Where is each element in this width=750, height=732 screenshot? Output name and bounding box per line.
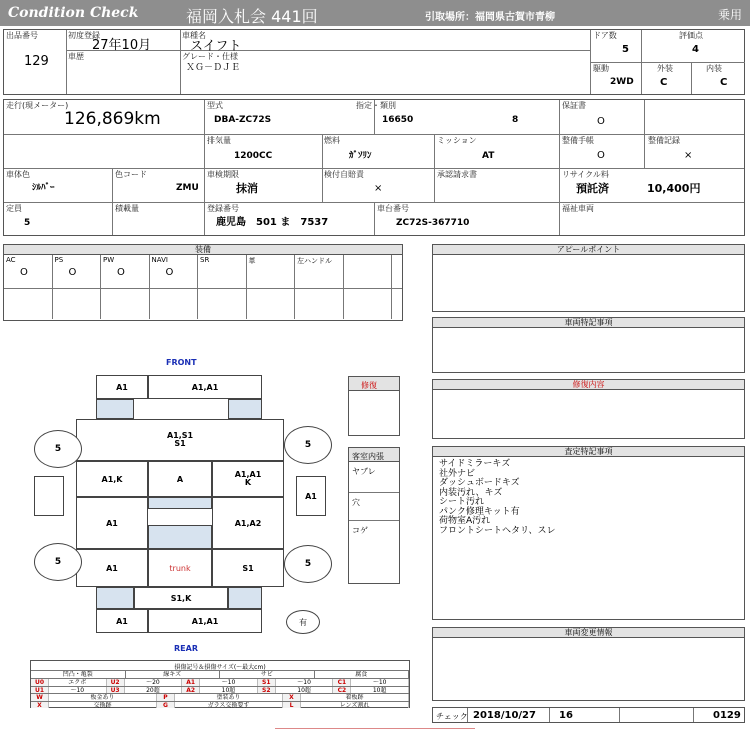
change-panel	[432, 627, 745, 701]
equipment-cell	[247, 255, 296, 319]
fender-rl	[96, 587, 134, 609]
tire-front-right: 5	[284, 426, 332, 464]
legend-cell: ～10	[351, 679, 409, 686]
cell-right-front-door	[212, 461, 284, 497]
type-label: 型式	[207, 101, 223, 110]
legend-cell: ガラス交換要す	[175, 702, 283, 709]
legend-cell: U0	[31, 679, 49, 686]
legend-head: 凹凸・亀裂	[31, 671, 126, 678]
rear-window	[148, 525, 212, 549]
maint-rec-value: ×	[684, 150, 693, 161]
pickup-location: 引取場所：福岡県古賀市青柳	[425, 12, 555, 23]
cell-roof	[76, 419, 284, 461]
appeal-panel	[432, 244, 745, 312]
check-code: 0129	[713, 710, 741, 721]
disp-value: 1200CC	[234, 151, 273, 161]
legend-cell: A2	[182, 687, 200, 694]
mileage-label: 走行(現メーター)	[6, 101, 69, 110]
recycle-fee: 10,400円	[647, 182, 701, 195]
check-date: 2018/10/27	[473, 710, 536, 721]
score-value: 4	[692, 44, 699, 55]
legend-cell: ～10	[276, 679, 334, 686]
equipment-cell	[53, 255, 102, 319]
inspect-label: 車検期限	[207, 170, 239, 179]
equipment-value: O	[165, 267, 174, 278]
cell-left-quarter: A1	[76, 549, 148, 587]
spec-no-label: 指定・類別	[356, 101, 396, 110]
equipment-cell	[198, 255, 247, 319]
windshield	[148, 497, 212, 509]
legend-cell: S1	[258, 679, 276, 686]
drive-value: 2WD	[610, 77, 634, 87]
equipment-cell	[4, 255, 53, 319]
type-value: DBA-ZC72S	[214, 115, 272, 125]
repair-title: 修復	[361, 381, 377, 390]
spec-no-value: 16650	[382, 115, 414, 125]
legend-cell: C1	[333, 679, 351, 686]
assess-panel	[432, 446, 745, 620]
plate-value: 鹿児島 501 ま 7537	[216, 217, 329, 228]
auction-title: 福岡入札会 441回	[186, 7, 318, 26]
assess-line: 荷物室A汚れ	[439, 516, 491, 526]
roof-1: A1,S1	[166, 431, 194, 440]
int-label: 内装	[706, 64, 722, 73]
cell-rear-center: S1,K	[134, 587, 228, 609]
lot-label: 出品番号	[6, 31, 38, 40]
tire-rear-left: 5	[34, 543, 82, 581]
ext-label: 外装	[657, 64, 673, 73]
equipment-panel	[3, 244, 403, 321]
damage-legend	[30, 660, 410, 708]
cell-left-side	[34, 476, 64, 516]
color-code-value: ZMU	[176, 183, 199, 193]
inspect-value: 抹消	[236, 182, 258, 195]
plate-label: 登録番号	[207, 204, 239, 213]
basic-info	[3, 29, 745, 95]
legend-cell: A1	[182, 679, 200, 686]
assess-line: シート汚れ	[439, 497, 485, 507]
legend-head: 腐食	[315, 671, 410, 678]
color-value: ｼﾙﾊﾞｰ	[32, 183, 55, 193]
equipment-name: AC	[6, 256, 16, 264]
legend-cell: P	[157, 694, 175, 701]
equipment-name: 左ハンドル	[297, 257, 332, 265]
equipment-cell	[295, 255, 344, 319]
assess-line: 社外ナビ	[439, 468, 476, 479]
cell-left-front-door: A1,K	[76, 461, 148, 497]
first-reg-label: 初度登録	[68, 31, 100, 40]
welfare-label: 福祉車両	[562, 204, 594, 213]
equipment-title: 装備	[4, 245, 402, 255]
model-label: 車種名	[182, 31, 206, 40]
interior-item-1: ヤブレ	[352, 467, 376, 476]
equipment-name: SR	[200, 256, 210, 264]
color-code-label: 色コード	[115, 170, 147, 179]
legend-head: 線キズ	[126, 671, 221, 678]
check-num: 16	[559, 710, 573, 721]
spec-info	[3, 99, 745, 236]
fender-fl	[96, 399, 134, 419]
rfd-1: A1,A1	[234, 470, 262, 479]
color-label: 車体色	[6, 170, 30, 179]
interior-item-2: 穴	[352, 498, 360, 507]
equipment-name: 革	[248, 257, 256, 265]
ext-value: C	[660, 77, 668, 88]
legend-cell: 10超	[351, 687, 409, 694]
disp-label: 排気量	[207, 136, 231, 145]
repair-content-panel	[432, 379, 745, 439]
legend-title: 損傷記号＆損傷サイズ(～最大cm)	[174, 664, 266, 671]
assess-title: 査定特記事項	[433, 447, 744, 457]
legend-cell: 交換跡	[49, 702, 157, 709]
capacity-value: 5	[24, 218, 31, 228]
equipment-name: PS	[54, 256, 64, 264]
cell-right-quarter: S1	[212, 549, 284, 587]
appeal-title: アピールポイント	[433, 245, 744, 255]
cell-top-left: A1	[96, 375, 148, 399]
maint-book-value: O	[597, 150, 605, 161]
interior-item-3: コゲ	[352, 526, 368, 535]
liability-label: 検付自賠責	[324, 170, 364, 179]
tire-rear-right: 5	[284, 545, 332, 583]
claim-label: 承認請求書	[437, 170, 477, 179]
legend-cell: ～20	[125, 679, 183, 686]
legend-cell: 板金あり	[49, 694, 157, 701]
assess-line: 内装汚れ、キズ	[439, 487, 503, 498]
mission-label: ミッション	[437, 136, 477, 145]
legend-cell: エクボ	[49, 679, 107, 686]
grade-value: ＸＧ－ＤＪＥ	[186, 63, 241, 73]
legend-cell: 10超	[276, 687, 334, 694]
change-title: 車両変更情報	[433, 628, 744, 638]
legend-cell: G	[157, 702, 175, 709]
cell-right-side: A1	[296, 476, 326, 516]
lot-number: 129	[24, 54, 49, 69]
footer-check	[432, 707, 745, 723]
legend-cell: X	[31, 702, 49, 709]
int-value: C	[720, 77, 728, 88]
legend-cell: 20超	[125, 687, 183, 694]
warranty-label: 保証書	[562, 101, 586, 110]
fuel-value: ｶﾞｿﾘﾝ	[349, 151, 372, 161]
legend-cell: X	[283, 694, 301, 701]
legend-cell: 着板跡	[301, 694, 409, 701]
rfd-2: K	[244, 478, 252, 487]
special-title: 車両特記事項	[433, 318, 744, 328]
first-reg-value: 27年10月	[92, 38, 152, 53]
special-panel	[432, 317, 745, 373]
score-label: 評価点	[679, 31, 703, 40]
door-mark-text: 有	[299, 617, 307, 627]
assess-line: サイドミラーキズ	[439, 459, 511, 469]
cell-bottom-left: A1	[96, 609, 148, 633]
doors-value: 5	[622, 44, 629, 55]
cell-top-right: A1,A1	[148, 375, 262, 399]
equipment-cell	[150, 255, 199, 319]
recycle-label: リサイクル料	[562, 170, 609, 179]
legend-cell: U1	[31, 687, 49, 694]
door-mark	[286, 610, 320, 634]
cell-hood: A	[148, 461, 212, 497]
grade-label: グレード・仕様	[182, 52, 238, 61]
warranty-value: O	[597, 116, 605, 127]
repair-box	[348, 376, 400, 436]
equipment-value: O	[20, 267, 28, 278]
legend-cell: レンズ割れ	[301, 702, 409, 709]
liability-value: ×	[374, 183, 383, 194]
load-label: 積載量	[115, 204, 139, 213]
legend-cell: U2	[107, 679, 125, 686]
check-label: チェック	[436, 712, 468, 721]
chassis-label: 車台番号	[377, 204, 409, 213]
rear-label: REAR	[174, 644, 198, 653]
legend-cell: 塗装あり	[175, 694, 283, 701]
fender-rr	[228, 587, 262, 609]
fender-fr	[228, 399, 262, 419]
equipment-value: O	[117, 267, 125, 278]
fuel-label: 燃料	[324, 136, 340, 145]
cell-bottom-right: A1,A1	[148, 609, 262, 633]
damage-diagram	[0, 350, 410, 653]
legend-cell: W	[31, 694, 49, 701]
maint-book-label: 整備手帳	[562, 136, 594, 145]
drive-label: 駆動	[593, 64, 609, 73]
bottom-line	[275, 728, 475, 729]
legend-cell: L	[283, 702, 301, 709]
capacity-label: 定員	[6, 204, 22, 213]
legend-cell: ～10	[49, 687, 107, 694]
interior-box	[348, 447, 400, 584]
interior-title: 客室内張	[352, 452, 384, 461]
chassis-value: ZC72S-367710	[396, 218, 470, 228]
equipment-cell	[101, 255, 150, 319]
recycle-status: 預託済	[576, 182, 609, 195]
cell-right-rear-door: A1,A2	[212, 497, 284, 549]
legend-head: サビ	[220, 671, 315, 678]
mission-value: AT	[482, 151, 495, 161]
equipment-value: O	[68, 267, 77, 278]
assess-line: パンク修理キット有	[439, 506, 520, 517]
brand-title: Condition Check	[8, 5, 139, 21]
legend-cell: ～10	[200, 679, 258, 686]
doors-label: ドア数	[593, 31, 617, 40]
equipment-name: NAVI	[151, 256, 168, 264]
legend-cell: S2	[258, 687, 276, 694]
front-label: FRONT	[166, 358, 197, 367]
history-label: 車歴	[68, 52, 84, 61]
cell-trunk: trunk	[148, 549, 212, 587]
repair-content-title: 修復内容	[433, 380, 744, 390]
legend-cell: C2	[333, 687, 351, 694]
usage-type: 乗用	[718, 8, 743, 22]
equipment-name: PW	[103, 256, 115, 264]
roof-2: S1	[174, 439, 186, 448]
assess-line: ダッシュボードキズ	[439, 478, 520, 488]
cell-left-rear-door: A1	[76, 497, 148, 549]
assess-line: フロントシートヘタリ、スレ	[439, 525, 556, 536]
legend-cell: 10超	[200, 687, 258, 694]
top-bar	[0, 0, 750, 26]
tire-front-left: 5	[34, 430, 82, 468]
model-name: スイフト	[190, 39, 242, 54]
class-no-value: 8	[512, 115, 519, 125]
mileage-value: 126,869km	[64, 109, 161, 129]
maint-rec-label: 整備記録	[648, 136, 680, 145]
legend-cell: U3	[107, 687, 125, 694]
equipment-cell	[344, 255, 393, 319]
